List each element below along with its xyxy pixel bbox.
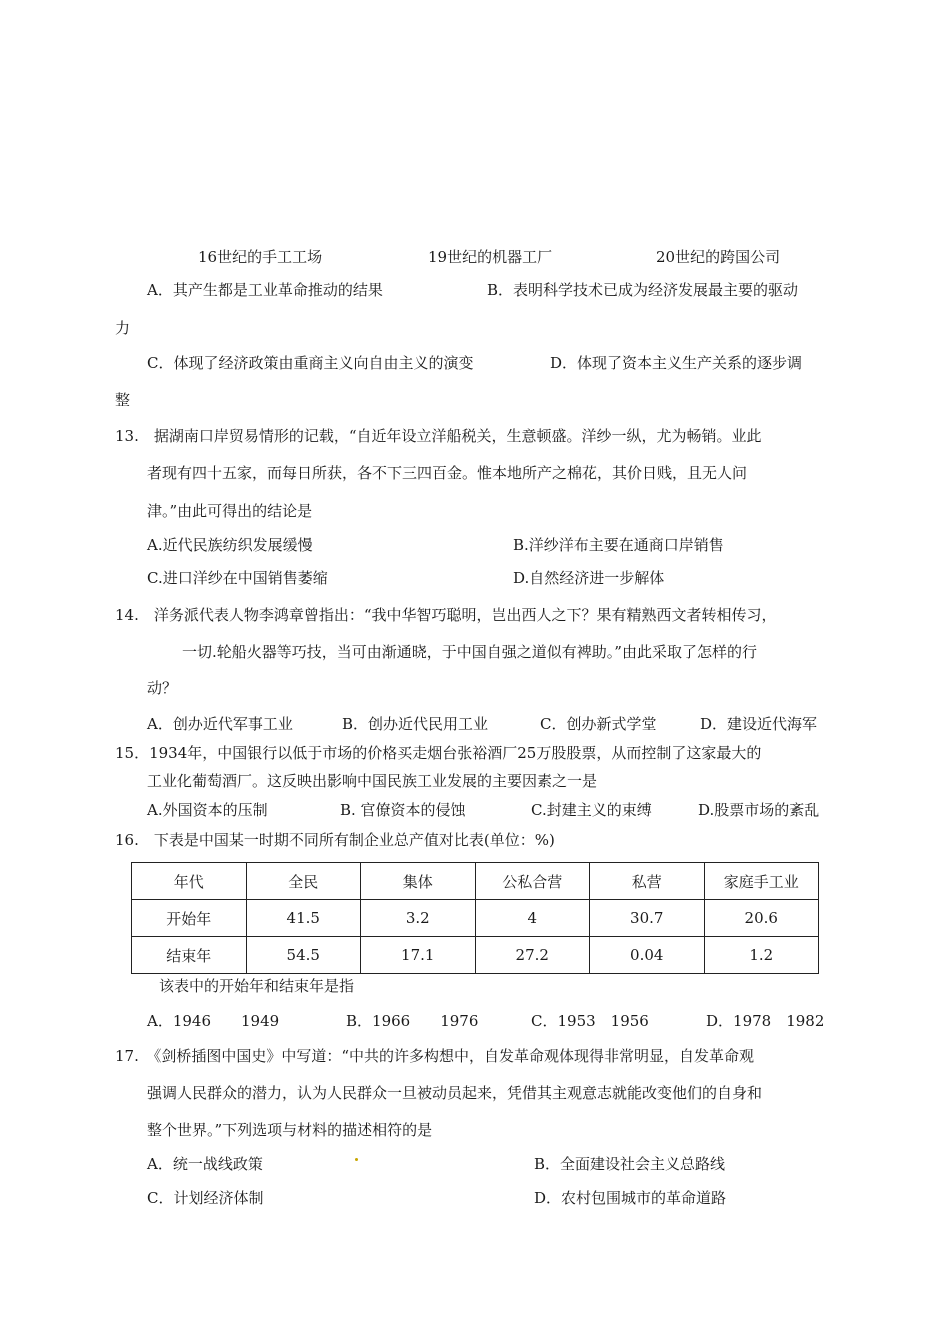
table-cell: 20.6 [704, 900, 819, 937]
table-row [132, 937, 819, 974]
q13-stem-1: 13. 据湖南口岸贸易情形的记载，“自近年设立洋船税关，生意顿盛。洋纱一纵，尤为畅销。业此 [115, 427, 762, 445]
q17-option-d: D．农村包围城市的革命道路 [534, 1189, 727, 1207]
q16-stem: 16. 下表是中国某一时期不同所有制企业总产值对比表(单位：%) [115, 831, 555, 849]
q13-option-a: A.近代民族纺织发展缓慢 [147, 536, 313, 554]
q16-option-d: D．1978 1982 [706, 1012, 825, 1030]
q12-option-b: B．表明科学技术已成为经济发展最主要的驱动 [487, 281, 799, 299]
table-header-cell: 公私合营 [475, 863, 590, 900]
q13-option-c: C.进口洋纱在中国销售萎缩 [147, 569, 328, 587]
q12-option-c: C．体现了经济政策由重商主义向自由主义的演变 [147, 354, 474, 372]
q12-option-d-cont: 整 [115, 391, 131, 409]
q14-option-b: B．创办近代民用工业 [342, 715, 489, 733]
caption-machine-factory: 19世纪的机器工厂 [428, 248, 553, 266]
q17-option-a: A．统一战线政策 [147, 1155, 263, 1173]
q17-stem-3: 整个世界。”下列选项与材料的描述相符的是 [147, 1121, 433, 1139]
q12-option-b-cont: 力 [115, 319, 131, 337]
q14-option-a: A．创办近代军事工业 [147, 715, 293, 733]
q13-stem-2: 者现有四十五家，而每日所获，各不下三四百金。惟本地所产之棉花，其价日贱，且无人问 [147, 464, 748, 482]
table-cell: 27.2 [475, 937, 590, 974]
q15-option-b: B. 官僚资本的侵蚀 [340, 801, 466, 819]
table-cell: 结束年 [132, 937, 247, 974]
table-cell: 3.2 [361, 900, 476, 937]
stray-dot [355, 1158, 358, 1161]
table-cell: 1.2 [704, 937, 819, 974]
q15-option-d: D.股票市场的紊乱 [698, 801, 820, 819]
q15-option-c: C.封建主义的束缚 [531, 801, 652, 819]
q15-option-a: A.外国资本的压制 [147, 801, 268, 819]
q13-option-d: D.自然经济进一步解体 [513, 569, 665, 587]
table-header-cell: 全民 [246, 863, 361, 900]
table-cell: 开始年 [132, 900, 247, 937]
q12-option-a: A．其产生都是工业革命推动的结果 [147, 281, 383, 299]
q17-stem-2: 强调人民群众的潜力，认为人民群众一旦被动员起来，凭借其主观意志就能改变他们的自身和 [147, 1084, 763, 1102]
table-header-cell: 家庭手工业 [704, 863, 819, 900]
table-header-cell: 集体 [361, 863, 476, 900]
table-header-cell: 年代 [132, 863, 247, 900]
table-cell: 4 [475, 900, 590, 937]
q14-stem-1: 14. 洋务派代表人物李鸿章曾指出：“我中华智巧聪明，岂出西人之下？果有精熟西文者转相传习， [115, 606, 777, 624]
q16-option-c: C．1953 1956 [531, 1012, 649, 1030]
q12-option-d: D．体现了资本主义生产关系的逐步调 [550, 354, 803, 372]
q14-option-d: D．建设近代海军 [700, 715, 818, 733]
q17-stem-1: 17. 《剑桥插图中国史》中写道：“中共的许多构想中，自发革命观体现得非常明显，自发革命观 [115, 1047, 755, 1065]
q16-sub-stem: 该表中的开始年和结束年是指 [159, 977, 355, 995]
q17-option-b: B．全面建设社会主义总路线 [534, 1155, 726, 1173]
ownership-output-table [131, 862, 819, 974]
q17-option-c: C．计划经济体制 [147, 1189, 264, 1207]
q15-stem-1: 15．1934年，中国银行以低于市场的价格买走烟台张裕酒厂25万股股票，从而控制了这家最大的 [115, 744, 762, 762]
table-cell: 0.04 [590, 937, 705, 974]
q16-option-b: B．1966 1976 [346, 1012, 479, 1030]
caption-multinational: 20世纪的跨国公司 [656, 248, 781, 266]
q14-stem-2: 一切.轮船火器等巧技，当可由渐通晓，于中国自强之道似有裨助。”由此采取了怎样的行 [182, 643, 757, 661]
q13-option-b: B.洋纱洋布主要在通商口岸销售 [513, 536, 724, 554]
q16-option-a: A．1946 1949 [147, 1012, 280, 1030]
table-cell: 54.5 [246, 937, 361, 974]
q14-option-c: C．创办新式学堂 [540, 715, 657, 733]
table-cell: 17.1 [361, 937, 476, 974]
table-cell: 41.5 [246, 900, 361, 937]
q15-stem-2: 工业化葡萄酒厂。这反映出影响中国民族工业发展的主要因素之一是 [147, 772, 598, 790]
table-cell: 30.7 [590, 900, 705, 937]
table-header-cell: 私营 [590, 863, 705, 900]
table-row [132, 900, 819, 937]
q14-stem-3: 动？ [147, 679, 178, 697]
table-header-row [132, 863, 819, 900]
caption-handicraft-workshop: 16世纪的手工工场 [198, 248, 323, 266]
q13-stem-3: 津。”由此可得出的结论是 [147, 502, 313, 520]
